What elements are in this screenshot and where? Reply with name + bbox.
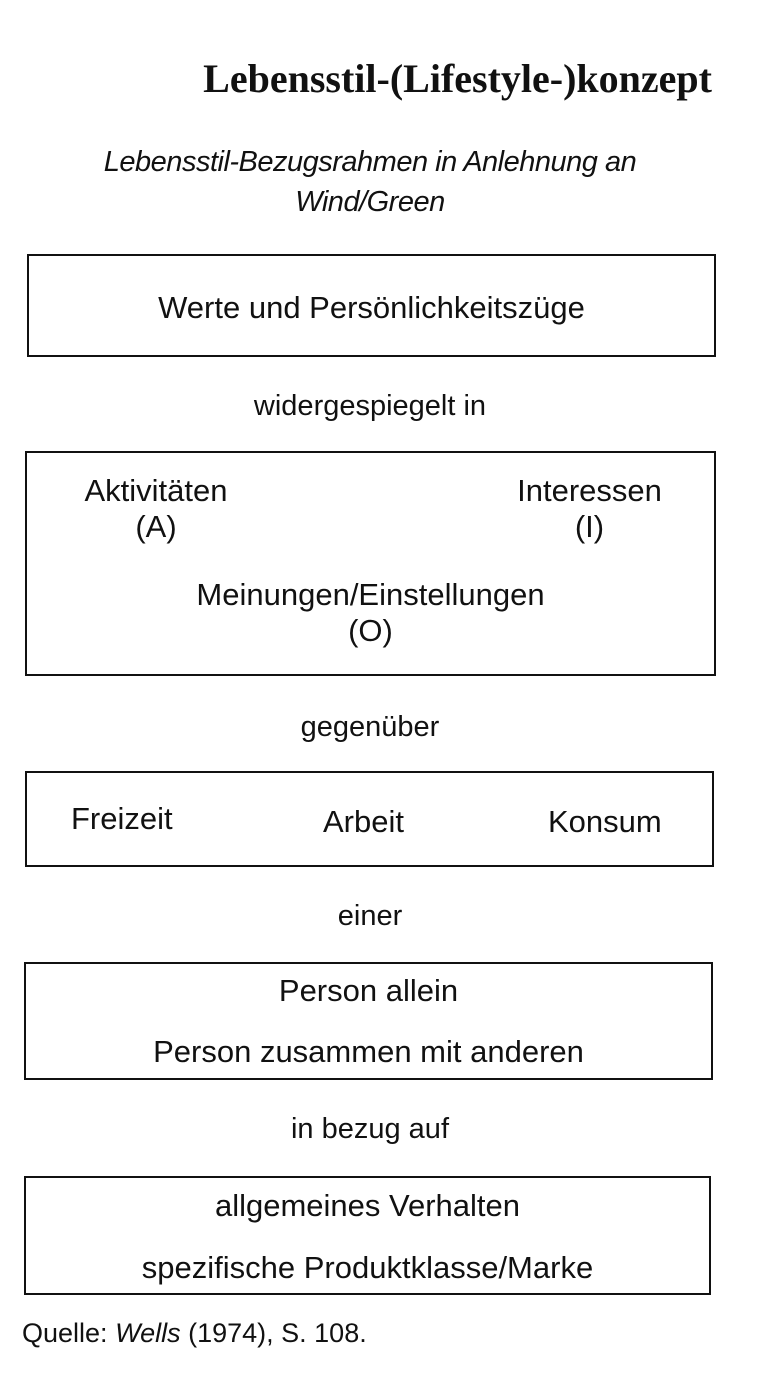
person-box xyxy=(24,962,713,1080)
page-title: Lebensstil-(Lifestyle-)konzept xyxy=(203,56,712,101)
values-label: Werte und Persönlichkeitszüge xyxy=(158,290,585,325)
source-author: Wells xyxy=(115,1318,181,1348)
leisure-label: Freizeit xyxy=(71,801,173,836)
specific-behavior-label: spezifische Produktklasse/Marke xyxy=(141,1250,594,1285)
subtitle xyxy=(0,142,740,222)
values-box xyxy=(27,254,716,357)
domains-box xyxy=(25,771,714,867)
connector-towards: gegenüber xyxy=(300,711,440,743)
subtitle-line-1: Lebensstil-Bezugsrahmen in Anlehnung an xyxy=(103,146,637,178)
consumption-label: Konsum xyxy=(548,804,662,839)
opinions-label: Meinungen/Einstellungen xyxy=(196,577,545,612)
interests-group xyxy=(507,473,672,545)
interests-code: (I) xyxy=(574,509,605,544)
source-citation: (1974), S. 108. xyxy=(188,1318,367,1348)
connector-of: einer xyxy=(337,900,403,932)
behavior-box xyxy=(24,1176,711,1295)
person-with-others-label: Person zusammen mit anderen xyxy=(153,1034,584,1069)
source-prefix: Quelle: xyxy=(22,1318,108,1348)
connector-reflected: widergespiegelt in xyxy=(253,390,487,422)
activities-code: (A) xyxy=(135,509,177,544)
source-note xyxy=(22,1316,367,1350)
subtitle-line-2: Wind/Green xyxy=(295,186,445,218)
connector-regarding: in bezug auf xyxy=(290,1113,449,1145)
general-behavior-label: allgemeines Verhalten xyxy=(214,1188,521,1223)
interests-label: Interessen xyxy=(517,473,662,508)
work-label: Arbeit xyxy=(323,804,404,839)
aio-box xyxy=(25,451,716,676)
activities-label: Aktivitäten xyxy=(84,473,228,508)
opinions-code: (O) xyxy=(348,613,393,648)
activities-group xyxy=(75,473,237,545)
opinions-group xyxy=(27,577,714,649)
person-alone-label: Person allein xyxy=(278,973,459,1008)
